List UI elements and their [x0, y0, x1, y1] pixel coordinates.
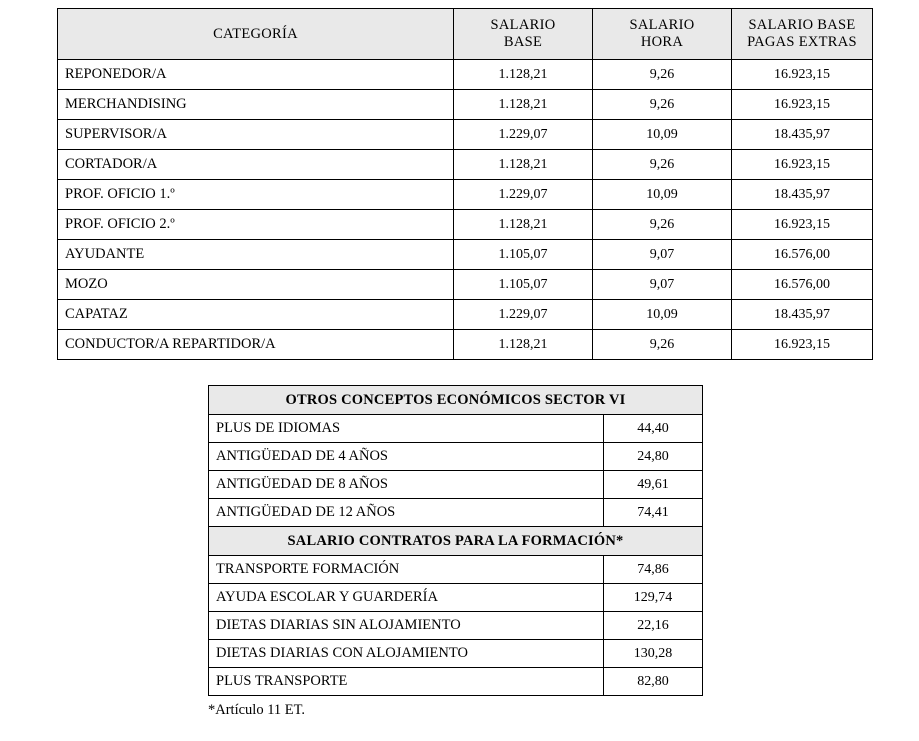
- table-row: [58, 300, 873, 330]
- cell-pagas-extras: 16.576,00: [732, 240, 873, 270]
- cell-salario-hora: 10,09: [593, 180, 732, 210]
- cell-salario-base: 1.128,21: [454, 210, 593, 240]
- cell-categoria: AYUDANTE: [58, 240, 454, 270]
- section-header-row: [209, 527, 703, 556]
- cell-pagas-extras: 16.923,15: [732, 330, 873, 360]
- cell-concepto-label: ANTIGÜEDAD DE 12 AÑOS: [209, 499, 604, 527]
- cell-salario-base: 1.128,21: [454, 90, 593, 120]
- cell-concepto-value: 129,74: [604, 584, 703, 612]
- section-title-salario-formacion: SALARIO CONTRATOS PARA LA FORMACIÓN*: [209, 527, 703, 556]
- cell-pagas-extras: 16.923,15: [732, 150, 873, 180]
- cell-concepto-value: 130,28: [604, 640, 703, 668]
- table-row: [58, 60, 873, 90]
- cell-salario-hora: 9,26: [593, 330, 732, 360]
- column-header-salario-base-line2: BASE: [503, 34, 543, 50]
- salary-table: [57, 8, 873, 360]
- cell-concepto-value: 74,86: [604, 556, 703, 584]
- cell-salario-hora: 9,26: [593, 90, 732, 120]
- cell-concepto-label: DIETAS DIARIAS CON ALOJAMIENTO: [209, 640, 604, 668]
- cell-categoria: PROF. OFICIO 1.º: [58, 180, 454, 210]
- cell-concepto-label: TRANSPORTE FORMACIÓN: [209, 556, 604, 584]
- table-row: [209, 556, 703, 584]
- table-row: [58, 180, 873, 210]
- cell-concepto-label: ANTIGÜEDAD DE 8 AÑOS: [209, 471, 604, 499]
- column-header-pagas-extras-line1: SALARIO BASE: [748, 17, 856, 33]
- cell-categoria: MERCHANDISING: [58, 90, 454, 120]
- otros-conceptos-table: [208, 385, 703, 696]
- column-header-salario-hora-line1: SALARIO: [629, 17, 695, 33]
- cell-categoria: CORTADOR/A: [58, 150, 454, 180]
- cell-concepto-value: 49,61: [604, 471, 703, 499]
- cell-pagas-extras: 16.923,15: [732, 60, 873, 90]
- cell-pagas-extras: 18.435,97: [732, 300, 873, 330]
- cell-salario-hora: 9,26: [593, 60, 732, 90]
- cell-pagas-extras: 16.576,00: [732, 270, 873, 300]
- cell-salario-base: 1.229,07: [454, 300, 593, 330]
- salary-table-container: [57, 8, 872, 360]
- table-row: [58, 120, 873, 150]
- cell-salario-base: 1.128,21: [454, 330, 593, 360]
- cell-salario-hora: 10,09: [593, 300, 732, 330]
- cell-categoria: PROF. OFICIO 2.º: [58, 210, 454, 240]
- section-header-row: [209, 386, 703, 415]
- column-header-salario-base: [454, 9, 593, 60]
- cell-concepto-value: 22,16: [604, 612, 703, 640]
- cell-concepto-label: PLUS TRANSPORTE: [209, 668, 604, 696]
- table-row: [209, 640, 703, 668]
- table-row: [209, 668, 703, 696]
- table-row: [209, 415, 703, 443]
- column-header-salario-hora: [593, 9, 732, 60]
- cell-salario-hora: 9,07: [593, 270, 732, 300]
- cell-categoria: SUPERVISOR/A: [58, 120, 454, 150]
- table-row: [58, 270, 873, 300]
- table-row: [209, 584, 703, 612]
- section-title-otros-conceptos: OTROS CONCEPTOS ECONÓMICOS SECTOR VI: [209, 386, 703, 415]
- cell-salario-hora: 9,26: [593, 210, 732, 240]
- footnote-text: *Artículo 11 ET.: [208, 702, 306, 718]
- cell-concepto-value: 74,41: [604, 499, 703, 527]
- column-header-categoria: [58, 9, 454, 60]
- cell-salario-hora: 10,09: [593, 120, 732, 150]
- column-header-categoria-line1: CATEGORÍA: [213, 25, 298, 42]
- cell-concepto-value: 82,80: [604, 668, 703, 696]
- column-header-salario-base-pagas-extras: [732, 9, 873, 60]
- cell-categoria: CAPATAZ: [58, 300, 454, 330]
- cell-categoria: REPONEDOR/A: [58, 60, 454, 90]
- table-row: [209, 443, 703, 471]
- cell-categoria: MOZO: [58, 270, 454, 300]
- table-row: [58, 240, 873, 270]
- cell-concepto-label: ANTIGÜEDAD DE 4 AÑOS: [209, 443, 604, 471]
- cell-pagas-extras: 16.923,15: [732, 210, 873, 240]
- table-row: [58, 150, 873, 180]
- cell-salario-base: 1.229,07: [454, 180, 593, 210]
- cell-salario-base: 1.105,07: [454, 270, 593, 300]
- table-row: [58, 210, 873, 240]
- cell-salario-base: 1.105,07: [454, 240, 593, 270]
- cell-pagas-extras: 18.435,97: [732, 180, 873, 210]
- cell-concepto-label: PLUS DE IDIOMAS: [209, 415, 604, 443]
- cell-salario-base: 1.128,21: [454, 60, 593, 90]
- cell-concepto-value: 44,40: [604, 415, 703, 443]
- cell-salario-hora: 9,07: [593, 240, 732, 270]
- table-row: [209, 499, 703, 527]
- table-row: [58, 330, 873, 360]
- cell-salario-base: 1.128,21: [454, 150, 593, 180]
- cell-salario-base: 1.229,07: [454, 120, 593, 150]
- table-row: [58, 90, 873, 120]
- cell-pagas-extras: 18.435,97: [732, 120, 873, 150]
- column-header-salario-hora-line2: HORA: [640, 34, 684, 50]
- cell-pagas-extras: 16.923,15: [732, 90, 873, 120]
- table-row: [209, 471, 703, 499]
- table-header-row: [58, 9, 873, 60]
- cell-concepto-value: 24,80: [604, 443, 703, 471]
- table-row: [209, 612, 703, 640]
- otros-conceptos-table-container: [208, 385, 702, 696]
- cell-categoria: CONDUCTOR/A REPARTIDOR/A: [58, 330, 454, 360]
- column-header-salario-base-line1: SALARIO: [490, 17, 556, 33]
- cell-concepto-label: DIETAS DIARIAS SIN ALOJAMIENTO: [209, 612, 604, 640]
- cell-salario-hora: 9,26: [593, 150, 732, 180]
- column-header-pagas-extras-line2: PAGAS EXTRAS: [747, 34, 857, 50]
- cell-concepto-label: AYUDA ESCOLAR Y GUARDERÍA: [209, 584, 604, 612]
